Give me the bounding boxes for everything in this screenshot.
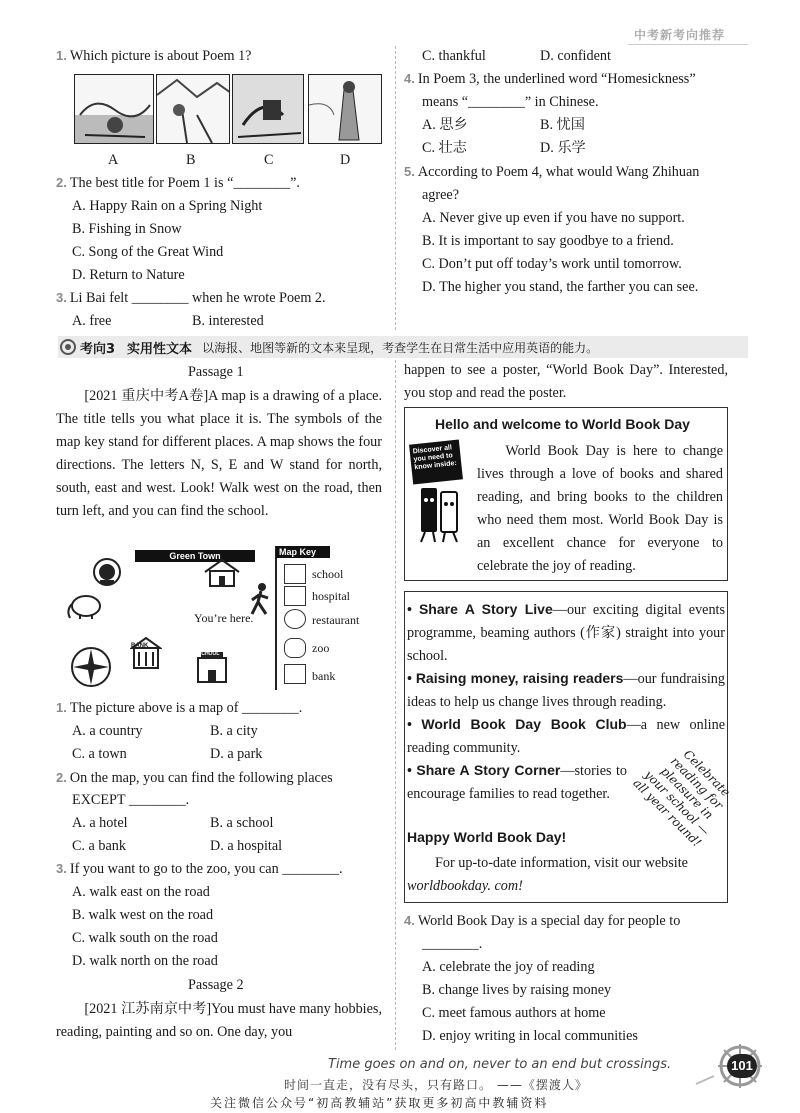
p2-q4-option-c: C. meet famous authors at home <box>422 1005 606 1021</box>
q4-option-a: A. 思乡 <box>422 117 468 133</box>
p1-q1-option-a: A. a country <box>72 723 143 739</box>
poster-events <box>404 591 733 903</box>
footer-quote-cn: 时间一直走，没有尽头，只有路口。 ——《摆渡人》 <box>284 1078 588 1092</box>
section-banner <box>58 336 748 358</box>
q5-option-a: A. Never give up even if you have no support. <box>422 210 685 226</box>
picture-a <box>74 74 154 144</box>
question-4-top: 4. In Poem 3, the underlined word “Homesickness” <box>404 71 696 87</box>
p2-q4-option-d: D. enjoy writing in local communities <box>422 1028 638 1044</box>
passage-1-body: [2021 重庆中考A卷]A map is a drawing of a place. The title tells you what place it is. The symbols of the map key stand for different places. A map shows the four directions. The letters N, S, E and W stand for north, south, east and west. Look! Walk west on the road, then turn left, and you can find the school. <box>56 388 382 519</box>
section-title: 考向3 <box>80 341 116 357</box>
poster-welcome <box>404 407 728 581</box>
header-tag: 中考新考向推荐 <box>634 28 726 42</box>
p1-question-1: 1. The picture above is a map of ________. <box>56 700 303 716</box>
bank-building-icon <box>130 636 162 670</box>
passage-2-body: [2021 江苏南京中考]You must have many hobbies, reading, painting and so on. One day, you <box>56 1001 382 1040</box>
p1-q2-option-a: A. a hotel <box>72 815 128 831</box>
poster-info: For up-to-date information, visit our website <box>435 855 688 871</box>
key-zoo-icon <box>284 638 306 658</box>
house-icon <box>202 558 242 588</box>
passage-2-title: Passage 2 <box>188 977 244 993</box>
q5-line2: agree? <box>422 187 460 203</box>
poster-item-4: • Share A Story Corner—stories to encourage families to read together. <box>407 762 628 802</box>
key-restaurant-label: restaurant <box>312 613 360 627</box>
p2-q4-line2: ________. <box>422 936 483 952</box>
poster-item-1: • Share A Story Live—our exciting digital events programme, beaming authors (作家) straight into your school. <box>407 601 726 664</box>
target-icon <box>60 339 76 355</box>
header-rule <box>628 44 748 45</box>
q4-option-d: D. 乐学 <box>540 140 586 156</box>
p1-q1-option-b: B. a city <box>210 723 258 739</box>
key-hospital-label: hospital <box>312 589 350 603</box>
key-restaurant-icon <box>284 609 306 629</box>
map-key-title: Map Key <box>276 546 330 558</box>
picture-label-d: D <box>340 152 351 168</box>
section-description: 以海报、地图等新的文本来呈现，考查学生在日常生活中应用英语的能力。 <box>202 340 599 355</box>
picture-b <box>156 74 230 144</box>
poster-title: Hello and welcome to World Book Day <box>435 416 690 432</box>
column-divider-top <box>395 46 396 330</box>
school-sign: SCHOOL <box>198 651 220 657</box>
question-2: 2. The best title for Poem 1 is “________”. <box>56 175 300 191</box>
q2-option-a: A. Happy Rain on a Spring Night <box>72 198 263 214</box>
q5-option-d: D. The higher you stand, the farther you can see. <box>422 279 699 295</box>
picture-d <box>308 74 382 144</box>
p1-q2-option-b: B. a school <box>210 815 274 831</box>
q2-option-c: C. Song of the Great Wind <box>72 244 224 260</box>
picture-label-c: C <box>264 152 274 168</box>
q3-option-d: D. confident <box>540 48 611 64</box>
elephant-icon <box>66 592 106 620</box>
happy-book-day: Happy World Book Day! <box>407 829 567 845</box>
q4-option-b: B. 忧国 <box>540 117 585 133</box>
q3-option-b: B. interested <box>192 313 264 329</box>
q3-option-c: C. thankful <box>422 48 486 64</box>
footer-quote-en: Time goes on and on, never to an end but crossings. <box>328 1057 672 1072</box>
key-hospital-icon <box>284 586 306 606</box>
p1-q2-line2: EXCEPT ________. <box>72 792 190 808</box>
question-3: 3. Li Bai felt ________ when he wrote Poem 2. <box>56 290 326 306</box>
p2-question-4: 4. World Book Day is a special day for people to <box>404 913 681 929</box>
picture-c <box>232 74 304 144</box>
page-number: 101 <box>727 1054 757 1078</box>
celebrate-stamp: Celebrate reading for pleasure in your school —all year round! <box>630 747 733 850</box>
q4-option-c: C. 壮志 <box>422 140 467 156</box>
p1-q3-option-c: C. walk south on the road <box>72 930 218 946</box>
q3-option-a: A. free <box>72 313 112 329</box>
key-school-label: school <box>312 567 344 581</box>
key-school-icon <box>284 564 306 584</box>
picture-label-a: A <box>108 152 119 168</box>
you-are-here: You’re here. <box>194 611 254 625</box>
p2-q4-option-a: A. celebrate the joy of reading <box>422 959 595 975</box>
discover-sign: Discover all you need to know inside: <box>409 439 463 484</box>
map-key-rule <box>275 546 277 690</box>
q4-line2: means “________” in Chinese. <box>422 94 599 110</box>
key-zoo-label: zoo <box>312 641 330 655</box>
key-bank-label: bank <box>312 669 336 683</box>
poster-url[interactable]: worldbookday. com! <box>407 878 523 894</box>
poster-text: World Book Day is here to change lives through a love of books and shared reading, and bring books to the children who need them most. World Book Day is an excellent chance for everyone to celebrate the joy of reading. <box>477 443 723 574</box>
q2-option-d: D. Return to Nature <box>72 267 185 283</box>
p1-q3-option-d: D. walk north on the road <box>72 953 218 969</box>
map-title: Green Town <box>135 550 255 562</box>
book-characters-icon <box>413 484 473 544</box>
bank-sign: BANK <box>131 643 149 649</box>
q2-option-b: B. Fishing in Snow <box>72 221 182 237</box>
p2-q4-option-b: B. change lives by raising money <box>422 982 612 998</box>
q5-option-b: B. It is important to say goodbye to a friend. <box>422 233 674 249</box>
p1-q3-option-a: A. walk east on the road <box>72 884 210 900</box>
question-1: 1. Which picture is about Poem 1? <box>56 48 252 64</box>
key-bank-icon <box>284 664 306 684</box>
p1-q2-option-c: C. a bank <box>72 838 126 854</box>
compass-icon <box>70 646 112 688</box>
footer-note: 关注微信公众号“初高教辅站”获取更多初高中教辅资料 <box>210 1096 549 1110</box>
passage-1-title: Passage 1 <box>188 364 244 380</box>
p1-q3-option-b: B. walk west on the road <box>72 907 214 923</box>
poster-item-2: • Raising money, raising readers—our fundraising ideas to help us change lives through reading. <box>407 670 725 710</box>
p1-question-3: 3. If you want to go to the zoo, you can ________. <box>56 861 343 877</box>
p1-question-2: 2. On the map, you can find the following places <box>56 770 333 786</box>
poster-item-3: • World Book Day Book Club—a new online reading community. <box>407 716 725 756</box>
passage-2-continued: happen to see a poster, “World Book Day”. Interested, you stop and read the poster. <box>404 362 728 401</box>
p1-q2-option-d: D. a hospital <box>210 838 283 854</box>
picture-label-b: B <box>186 152 196 168</box>
column-divider-bottom <box>395 360 396 1050</box>
p1-q1-option-c: C. a town <box>72 746 127 762</box>
q5-option-c: C. Don’t put off today’s work until tomorrow. <box>422 256 682 272</box>
p1-q1-option-d: D. a park <box>210 746 263 762</box>
section-subtitle: 实用性文本 <box>127 341 193 357</box>
question-5-top: 5. According to Poem 4, what would Wang Zhihuan <box>404 164 700 180</box>
restaurant-icon <box>90 556 124 586</box>
